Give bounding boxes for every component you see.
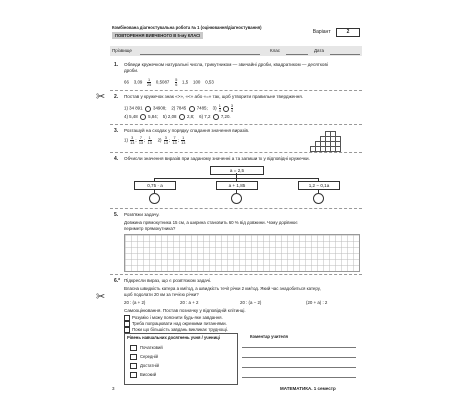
answer-circle[interactable] xyxy=(149,193,160,204)
task-number: 2. xyxy=(114,94,119,100)
problem-text: периметр прямокутника? xyxy=(124,226,176,231)
scissors-icon: ✂ xyxy=(96,91,106,103)
scissors-icon: ✂ xyxy=(96,291,106,303)
date-field[interactable] xyxy=(330,54,360,55)
expression-box: 1,2 − 0,1a xyxy=(298,181,340,190)
levels-title: Рівень навчальних досягнень учня / учениці xyxy=(127,335,220,340)
worksheet-page xyxy=(110,22,362,390)
achievement-levels xyxy=(124,333,238,385)
surname-field[interactable] xyxy=(140,54,260,55)
expression-box: 0,75 · a xyxy=(134,181,176,190)
task-text: Обведи кружечком натуральні числа, трикутником — звичайні дроби, квадратиком — десяткові xyxy=(124,62,328,67)
class-field[interactable] xyxy=(286,54,308,55)
self-assessment-label: Треба попрацювати над окремими питаннями. xyxy=(132,321,227,326)
header xyxy=(110,22,362,42)
task-number: 6.* xyxy=(114,278,121,284)
task-text: Розташуй на сходах у порядку спадання значення виразів. xyxy=(124,128,250,133)
header-subtitle: ПОВТОРЕННЯ ВИВЧЕНОГО В 5-му КЛАСІ xyxy=(112,32,203,39)
problem-text: Власна швидкість катера a км/год, а швидкість течії річки 2 км/год. Який час знадобиться катеру, xyxy=(124,286,321,291)
date-label: Дата xyxy=(314,48,324,53)
expression-option[interactable]: (20 + a) : 2 xyxy=(306,300,328,305)
task-number: 5. xyxy=(114,212,119,218)
problem-text: щоб подолати 20 км за течією річки? xyxy=(124,292,199,297)
answer-circle xyxy=(140,114,146,120)
header-title: Комбінована діагностувальна робота № 1 (оцінювання/діагностування) xyxy=(112,25,262,30)
task-number: 3. xyxy=(114,128,119,134)
surname-label: Прізвище xyxy=(112,48,132,53)
task-text: Постав у кружечок знак «>», «<» або «=» так, щоб утворити правильне твердження. xyxy=(124,94,304,99)
expression-option[interactable]: 20 : (a − 2) xyxy=(240,300,262,305)
footer-subject: МАТЕМАТИКА. 1 семестр xyxy=(280,386,336,391)
task-text: Підкресли вираз, що є розв'язком задачі. xyxy=(124,278,212,283)
comment-line[interactable] xyxy=(242,367,356,368)
answer-circle[interactable] xyxy=(313,193,324,204)
answer-circle xyxy=(179,114,185,120)
answer-circle xyxy=(145,106,151,112)
comment-line[interactable] xyxy=(242,347,356,348)
level-option[interactable]: Середній xyxy=(129,354,158,360)
divider xyxy=(110,90,362,91)
expression-option[interactable]: 20 : (a + 2) xyxy=(124,300,146,305)
divider xyxy=(110,274,362,275)
divider xyxy=(110,124,362,125)
teacher-comment xyxy=(240,333,358,383)
given-value: a = 2,5 xyxy=(210,166,264,175)
variant-label: Варіант xyxy=(312,29,331,35)
answer-circle xyxy=(189,106,195,112)
level-option[interactable]: Початковий xyxy=(129,345,163,351)
level-option[interactable]: Достатній xyxy=(129,363,159,369)
answer-circle xyxy=(223,106,229,112)
task-number: 1. xyxy=(114,62,119,68)
problem-text: Довжина прямокутника 15 см, а ширина становить 60 % від довжини. Чому дорівнює xyxy=(124,220,298,225)
expression-option[interactable]: 20 : a + 2 xyxy=(180,300,199,305)
task-text: Розв'яжи задачу. xyxy=(124,212,160,217)
comparison-row: 1) 34 891 34908; 2) 7845 7485; 3) $\frac{1}{4}$ $\frac{3}{4}$ xyxy=(124,104,234,113)
answer-circle[interactable] xyxy=(231,193,242,204)
level-option[interactable]: Високий xyxy=(129,372,156,378)
answer-circle xyxy=(213,114,219,120)
page-number: 3 xyxy=(112,386,115,391)
task-values: 66 3,09 $\frac{1}{25}$ 0,5087 $\frac{5}{6}$ 1,5 100 0,53 xyxy=(124,78,214,87)
divider xyxy=(110,152,362,153)
expression-box: a + 1,85 xyxy=(216,181,258,190)
self-assessment-label: Розумію і можу пояснити будь-яке завдання. xyxy=(132,315,223,320)
variant-value: 2 xyxy=(336,28,360,37)
comparison-row: 4) 5,48 5,84; 5) 2,08 2,8; 6) 7,2 7,20. xyxy=(124,114,231,120)
self-assessment-label: Поки що більшість завдань викликає труднощі. xyxy=(132,327,229,332)
variant xyxy=(313,28,360,37)
class-label: Клас xyxy=(270,48,280,53)
comment-title: Коментар учителя xyxy=(250,334,288,339)
student-fields xyxy=(110,46,362,56)
answer-grid[interactable] xyxy=(124,234,360,272)
self-assessment-title: Самооцінювання. Постав позначку у відповідній клітинці. xyxy=(124,308,246,313)
task-text: Обчисли значення виразів при заданому значенні a та запиши їх у відповідні кружечки. xyxy=(124,156,310,161)
task-text: дроби. xyxy=(124,68,139,73)
comment-line[interactable] xyxy=(242,357,356,358)
comment-line[interactable] xyxy=(242,377,356,378)
fraction-row: 1) $\frac{3}{13}$; $\frac{7}{13}$; $\frac{1}{13}$ 2) $\frac{3}{13}$; $\frac{7}{13}$; $\frac{1}{13}$ xyxy=(124,136,186,145)
task-number: 4. xyxy=(114,156,119,162)
divider xyxy=(110,208,362,209)
